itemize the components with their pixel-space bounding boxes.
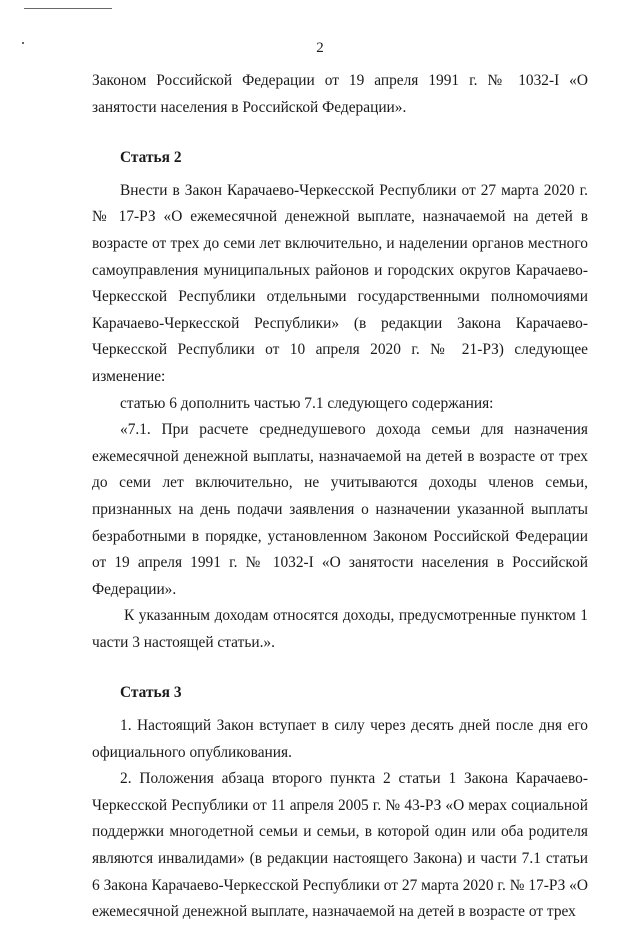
article-3-paragraph-2: 2. Положения абзаца второго пункта 2 статьи 1 Закона Карачаево-Черкесской Республики от 11 апреля 2005 г. № 43-РЗ «О мерах социальной поддержки многодетной семьи и семьи, в которой один или оба родителя являются инвалидами» (в редакции настоящего Закона) и части 7.1 статьи 6 Закона Карачаево-Черкесской Республики от 27 марта 2020 г. № 17-РЗ «О ежемесячной денежной выплате, назначаемой на детей в возрасте от трех bbox=[92, 770, 588, 921]
scan-artifact-line bbox=[24, 8, 112, 9]
article-2-paragraph-4: К указанным доходам относятся доходы, предусмотренные пунктом 1 части 3 настоящей статьи.». bbox=[92, 607, 588, 651]
article-3-paragraph-1: 1. Настоящий Закон вступает в силу через десять дней после дня его официального опубликования. bbox=[92, 717, 588, 761]
paragraph-continuation: Законом Российской Федерации от 19 апреля 1991 г. № 1032-I «О занятости населения в Российской Федерации». bbox=[92, 72, 588, 116]
article-2-heading: Статья 2 bbox=[120, 149, 182, 167]
article-2-paragraph-2: статью 6 дополнить частью 7.1 следующего содержания: bbox=[120, 394, 494, 412]
article-2-paragraph-3: «7.1. При расчете среднедушевого дохода семьи для назначения ежемесячной денежной выплаты, назначаемой на детей в возрасте от трех до семи лет включительно, не учитываются доходы членов семьи, признанных на день подачи заявления о назначении указанной выплаты безработными в порядке, установленном Законом Российской Федерации от 19 апреля 1991 г. № 1032-I «О занятости населения в Российской Федерации». bbox=[92, 421, 588, 598]
article-3-heading: Статья 3 bbox=[120, 684, 182, 702]
article-2-paragraph-1: Внести в Закон Карачаево-Черкесской Республики от 27 марта 2020 г. № 17-РЗ «О ежемесячной денежной выплате, назначаемой на детей в возрасте от трех до семи лет включительно, и наделении органов местного самоуправления муниципальных районов и городских округов Карачаево-Черкесской Республики отдельными государственными полномочиями Карачаево-Черкесской Республики» (в редакции Закона Карачаево-Черкесской Республики от 10 апреля 2020 г. № 21-РЗ) следующее изменение: bbox=[92, 181, 588, 385]
page-number: 2 bbox=[316, 40, 324, 56]
document-body bbox=[92, 68, 588, 926]
